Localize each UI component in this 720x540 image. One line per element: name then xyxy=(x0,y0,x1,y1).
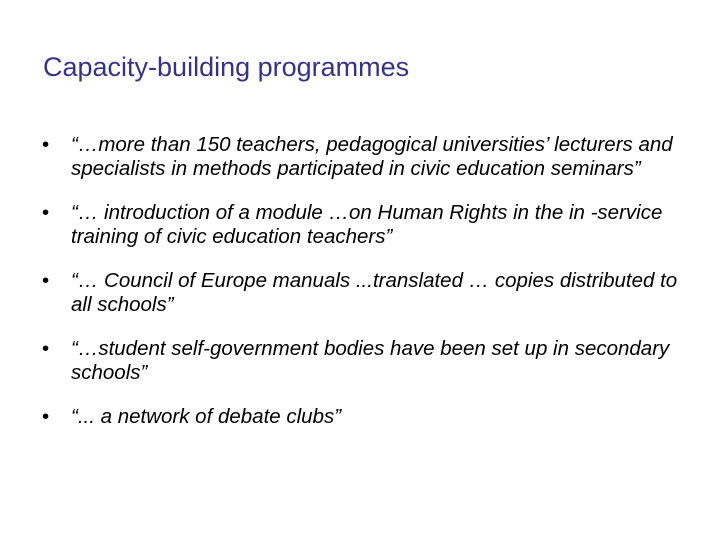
bullet-text: “... a network of debate clubs” xyxy=(71,405,342,428)
bullet-dot-icon: • xyxy=(42,405,50,428)
bullet-text: “… Council of Europe manuals ...translated … copies distributed to all schools” xyxy=(71,269,678,316)
bullet-dot-icon: • xyxy=(42,201,50,224)
bullet-item xyxy=(42,337,682,385)
bullet-item xyxy=(42,133,682,181)
bullet-list xyxy=(42,133,682,449)
bullet-text: “…more than 150 teachers, pedagogical universities’ lecturers and specialists in methods participated in civic education seminars” xyxy=(71,133,673,180)
bullet-dot-icon: • xyxy=(42,133,50,156)
bullet-item xyxy=(42,269,682,317)
bullet-dot-icon: • xyxy=(42,337,50,360)
bullet-text: “… introduction of a module …on Human Rights in the in -service training of civic education teachers” xyxy=(71,201,663,248)
slide-title: Capacity-building programmes xyxy=(43,52,410,82)
bullet-item xyxy=(42,405,682,429)
bullet-dot-icon: • xyxy=(42,269,50,292)
bullet-item xyxy=(42,201,682,249)
bullet-text: “…student self-government bodies have been set up in secondary schools” xyxy=(71,337,670,384)
